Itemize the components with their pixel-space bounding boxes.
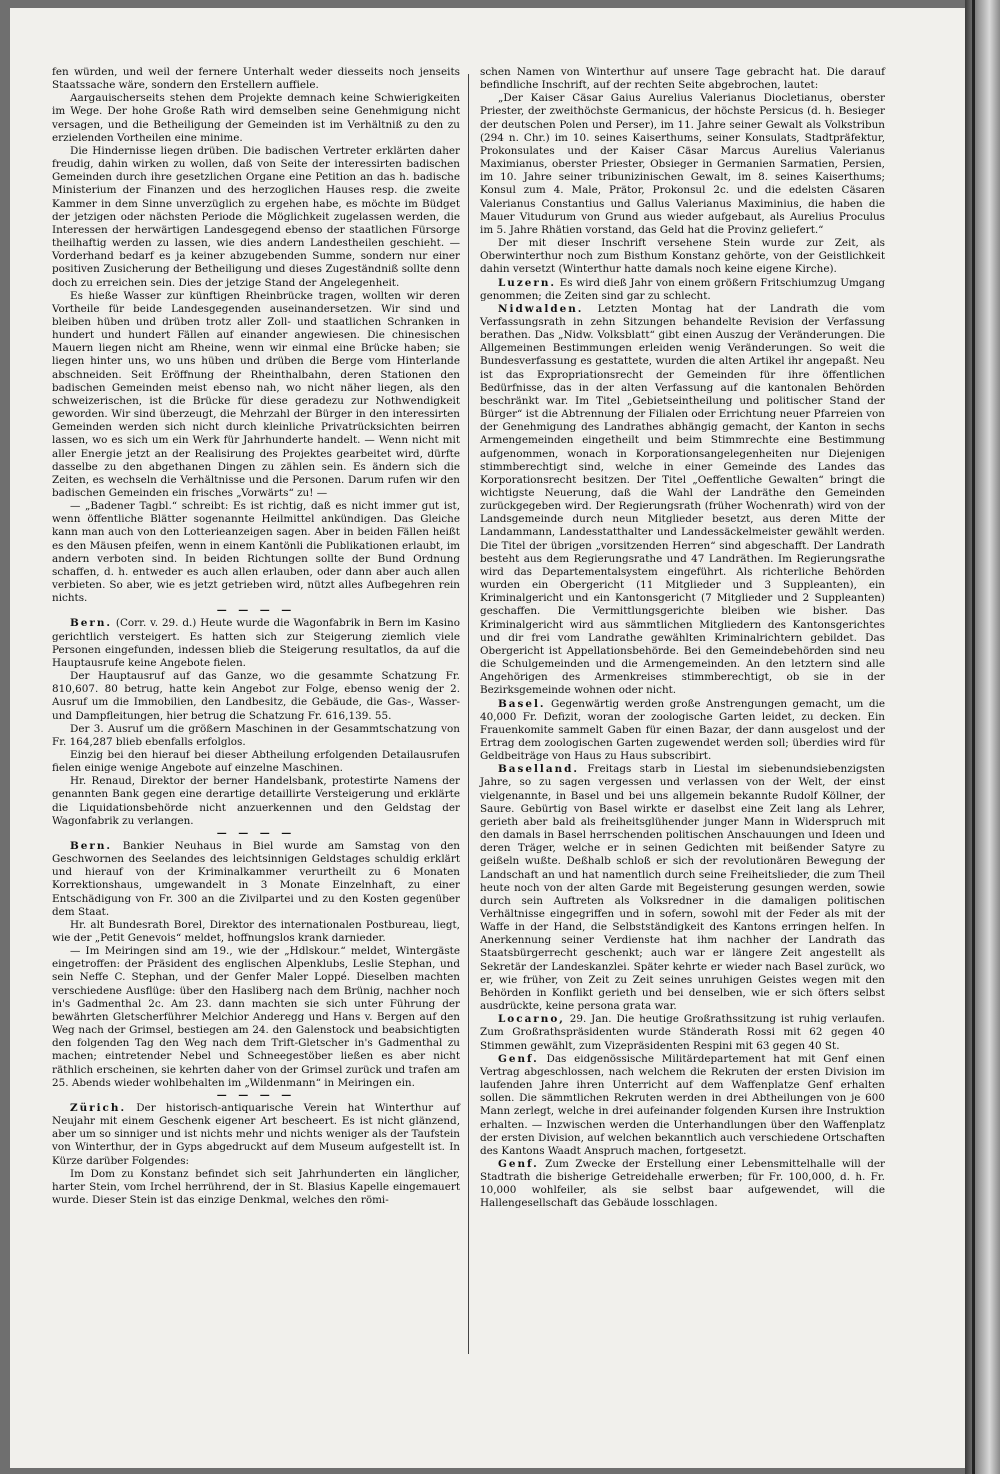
- paragraph-text: Freitags starb in Liestal im siebenundsiebenzigsten Jahre, so zu sagen vergessen und verlassen von der Welt, der einst vielgenannte, in Basel und bei uns allgemein bekannte Rudolf Köllner, der Saure. Gebürtig von Basel wirkte er daselbst eine Zeit lang als Lehrer, gerieth aber bald als freiheitsglühender junger Mann in Widerspruch mit den damals in Basel herrschenden politischen Anschauungen und Ideen und deren Träger, welche er in seinen Gedichten mit beißender Satyre zu geißeln wußte. Deßhalb schloß er sich der revolutionären Bewegung der Landschaft an und hat namentlich durch seine Freiheitslieder, die zum Theil heute noch von der alten Garde mit Begeisterung gesungen werden, sowie durch sein Auftreten als Volksredner in die damaligen politischen Verhältnisse eingegriffen und in sofern, sowohl mit der Feder als mit der Waffe in der Hand, die Selbstständigkeit des Kantons erringen helfen. In Anerkennung seiner Verdienste hat ihm nachher der Landrath das Staatsbürgerrecht geschenkt; auch war er längere Zeit angestellt als Sekretär der Landeskanzlei. Später kehrte er wieder nach Basel zurück, wo er, wie früher, von Zeit zu Zeit seines unruhigen Geistes wegen mit den Behörden in Konflikt gerieth und bei denselben, wie er sich öfters selbst ausdrückte, keine persona grata war.: [480, 763, 886, 1013]
- paragraph-text: (Corr. v. 29. d.) Heute wurde die Wagonfabrik in Bern im Kasino gerichtlich versteigert. Es hatten sich zur Steigerung ziemlich viele Personen eingefunden, indessen blieb die Steigerung resultatlos, da auf die Hauptausrufe keine Angebote fielen.: [52, 617, 461, 669]
- left-column: [52, 66, 460, 1207]
- dateline: Luzern.: [498, 276, 557, 289]
- paragraph-text: Gegenwärtig werden große Anstrengungen gemacht, um die 40,000 Fr. Defizit, woran der zoologische Garten leidet, zu decken. Ein Frauenkomite sammelt Gaben für einen Bazar, der dann ausgelost und der Ertrag dem zoologischen Garten zugewendet werden soll; überdies wird für Geldbeiträge von Haus zu Haus subscribirt.: [480, 697, 885, 763]
- paragraph-text: 29. Jan. Die heutige Großrathssitzung ist ruhig verlaufen. Zum Großrathspräsidenten wurde Ständerath Rossi mit 62 gegen 40 Stimmen gewählt, zum Vizepräsidenten Respini mit 63 gegen 40 St.: [480, 1013, 885, 1052]
- paragraph-text: — „Badener Tagbl.“ schreibt: Es ist richtig, daß es nicht immer gut ist, wenn öffentliche Blätter sogenannte Heilmittel ankündigen. Das Gleiche kann man auch von den Lotterieanzeigen sagen. Aber in beiden Fällen heißt es den Mäusen pfeifen, wenn in einem Kantönli die Publikationen erlaubt, im andern verboten sind. In beiden Richtungen sollte der Bund Ordnung schaffen, d. h. entweder es auch allen erlauben, oder dann aber auch allen verbieten. So aber, wie es jetzt getrieben wird, nützt alles Aufbegehren rein nichts.: [52, 500, 460, 605]
- paragraph-text: Zum Zwecke der Erstellung einer Lebensmittelhalle will der Stadtrath die bisherige Getreidehalle erwerben; für Fr. 100,000, d. h. Fr. 10,000 wohlfeiler, als sie selbst baar aufgewendet, will die Hallengesellschaft das Gebäude losschlagen.: [480, 1157, 885, 1210]
- article-paragraph: [52, 945, 460, 1090]
- paragraph-text: Letzten Montag hat der Landrath die vom Verfassungsrath in zehn Sitzungen behandelte Revision der Verfassung berathen. Das „Nidw. Volksblatt“ gibt einen Auszug der Veränderungen. Die Allgemeinen Bestimmungen erleiden wenig Veränderungen. So weit die Bundesverfassung es gestattete, wurden die alten Artikel ihr angepaßt. Neu ist das Expropriationsrecht der Gemeinden für ihre öffentlichen Bedürfnisse, das in der alten Verfassung auf die kantonalen Behörden beschränkt war. Im Titel „Gebietseintheilung und politischer Stand der Bürger“ ist die Abtrennung der Filialen oder Errichtung neuer Pfarreien von der Genehmigung des Landrathes abhängig gemacht, der Kanton in sechs Armengemeinden eingetheilt und beim Stimmrechte eine Bestimmung aufgenommen, wonach in Korporationsangelegenheiten nur Diejenigen stimmberechtigt sind, welche in einer Gemeinde des Landes das Korporationsrecht besitzen. Der Titel „Oeffentliche Gewalten“ bringt die wichtigste Neuerung, daß die Wahl der Landräthe den Gemeinden zurückgegeben wird. Der Regierungsrath (früher Wochenrath) wird von der Landsgemeinde durch neun Mitglieder besetzt, aus deren Mitte der Landammann, Landesstatthalter und Landessäckelmeister gewählt werden. Die Titel der übrigen „vorsitzenden Herren“ sind abgeschafft. Der Landrath besteht aus dem Regierungsrathe und 47 Landräthen. Im Regierungsrathe wird das Departementalsystem eingeführt. Als richterliche Behörden wurden ein Obergericht (11 Mitglieder und 3 Suppleanten), ein Kriminalgericht und ein Kantonsgericht (7 Mitglieder und 2 Suppleanten) geschaffen. Die Vermittlungsgerichte bleiben wie bisher. Das Kriminalgericht wird aus sämmtlichen Mitgliedern des Kantonsgerichtes und dir frei vom Landrathe gewählten Kriminalrichtern gebildet. Das Obergericht ist Appellationsbehörde. Bei den Gemeindebehörden sind neu die Schulgemeinden und die Armengemeinden. An den letztern sind alle Angehörigen des Armenkreises stimmberechtigt, ob sie in der Bezirksgemeinde wohnen oder nicht.: [480, 302, 885, 697]
- article-paragraph: [480, 237, 885, 276]
- paragraph-text: fen würden, und weil der fernere Unterhalt weder diesseits noch jenseits Staatssache wäre, sondern den Erstellern auffiele.: [52, 66, 460, 92]
- article-paragraph: [52, 92, 460, 145]
- paragraph-text: Einzig bei den hierauf bei dieser Abtheilung erfolgenden Detailausrufen fielen einige wenige Angebote auf einzelne Maschinen.: [52, 748, 460, 775]
- paragraph-text: Die Hindernisse liegen drüben. Die badischen Vertreter erklärten daher freudig, dahin wirken zu wollen, daß von Seite der interessirten badischen Gemeinden durch ihre gesetzlichen Organe eine Petition an das h. badische Ministerium der Finanzen und des herzoglichen Hauses resp. die zweite Kammer in dem Sinne unverzüglich zu ergehen habe, es möchte im Büdget der jetzigen oder nächsten Periode die Möglichkeit zugelassen werden, die Interessen der herwärtigen Landesgegend ebenso der staatlichen Fürsorge theilhaftig werden zu lassen, wie dies andern Landestheilen geschieht. — Vorderhand bedarf es ja keiner abzugebenden Summe, sondern nur einer positiven Zusicherung der Betheiligung und dieses Zugeständniß sollte denn doch zu erreichen sein. Dies der jetzige Stand der Angelegenheit.: [52, 144, 460, 289]
- article-paragraph: [480, 303, 885, 698]
- dateline: Baselland.: [498, 763, 580, 776]
- paragraph-text: Hr. Renaud, Direktor der berner Handelsbank, protestirte Namens der genannten Bank gegen eine derartige detaillirte Versteigerung und erklärte die Liquidationsbehörde nicht anzuerkennen und den Geldstag der Wagonfabrik zu verlangen.: [52, 775, 460, 827]
- article-paragraph: [52, 723, 460, 749]
- article-paragraph: [52, 145, 460, 290]
- right-column: [480, 66, 885, 1211]
- paragraph-text: Der historisch-antiquarische Verein hat Winterthur auf Neujahr mit einem Geschenk eigener Art bescheert. Es ist nicht glänzend, aber um so sinniger und ist nichts mehr und nichts weniger als der Taufstein von Winterthur, der in Gyps abgedruckt auf dem Museum aufgestellt ist. In Kürze darüber Folgendes:: [52, 1101, 460, 1167]
- paragraph-text: Im Dom zu Konstanz befindet sich seit Jahrhunderten ein länglicher, harter Stein, vom Irchel herrührend, der in St. Blasius Kapelle eingemauert wurde. Dieser Stein ist das einzige Denkmal, welches den römi-: [52, 1167, 460, 1206]
- article-paragraph: [480, 1013, 885, 1052]
- paragraph-text: schen Namen von Winterthur auf unsere Tage gebracht hat. Die darauf befindliche Inschrift, auf der rechten Seite abgebrochen, lautet:: [480, 66, 885, 92]
- article-paragraph: [52, 66, 460, 92]
- paragraph-text: Der mit dieser Inschrift versehene Stein wurde zur Zeit, als Oberwinterthur noch zum Bisthum Konstanz gehörte, von der Geistlichkeit dahin versetzt (Winterthur hatte damals noch keine eigene Kirche).: [480, 237, 885, 276]
- dateline: Basel.: [498, 697, 546, 710]
- page-edge-shadow: [965, 0, 1000, 1474]
- article-paragraph: [52, 670, 460, 723]
- section-divider: — — — —: [216, 1089, 296, 1101]
- dateline: Genf.: [498, 1052, 539, 1065]
- dateline: Bern.: [70, 839, 113, 852]
- paragraph-text: Aargauischerseits stehen dem Projekte demnach keine Schwierigkeiten im Wege. Der hohe Große Rath wird demselben seine Genehmigung nicht versagen, und die Betheiligung der Gemeinden ist im Verhältniß zu den zu erzielenden Vortheilen eine minime.: [52, 92, 460, 144]
- paragraph-text: „Der Kaiser Cäsar Gaius Aurelius Valerianus Diocletianus, oberster Priester, der zweithöchste Germanicus, der höchste Persicus (d. h. Besieger der deutschen Polen und Perser), im 11. Jahre seiner Gewalt als Volkstribun (294 n. Chr.) im 10. seines Kaiserthums, seiner Konsulats, Stadtpräfektur, Prokonsulates und der Kaiser Cäsar Marcus Aurelius Valerianus Maximianus, oberster Priester, Obsieger in Germanien Sarmatien, Persien, im 10. Jahre seiner tribunizinischen Gewalt, im 8. seines Kaiserthums; Konsul zum 4. Male, Prätor, Prokonsul 2c. und die edelsten Cäsaren Valerianus Constantius und Gallus Valerianus Maximinius, die haben die Mauer Vitudurum von Grund aus wieder aufgebaut, als Aurelius Proculus im 5. Jahre Rhätien vorstand, das Geld hat die Provinz geliefert.“: [480, 92, 885, 236]
- section-divider: — — — —: [216, 605, 296, 617]
- paragraph-text: Es wird dieß Jahr von einem größern Fritschiumzug Umgang genommen; die Zeiten sind gar zu schlecht.: [480, 276, 885, 302]
- paragraph-text: — Im Meiringen sind am 19., wie der „Hdlskour.“ meldet, Wintergäste eingetroffen: der Präsident des englischen Alpenklubs, Leslie Stephan, und sein Neffe C. Stephan, und der Genfer Maler Loppé. Dieselben machten verschiedene Ausflüge: über den Hasliberg nach dem Brünig, nachher noch in's Gadmenthal 2c. Am 23. dann machten sie sich unter Führung der bewährten Gletscherführer Melchior Anderegg und Hans v. Bergen auf den Weg nach der Grimsel, bestiegen am 24. den Galenstock und beabsichtigten den folgenden Tag den Weg nach dem Trift-Gletscher in's Gadmenthal zu machen; eintretender Nebel und Schneegestöber ließen es aber nicht räthlich erscheinen, sie kehrten daher von der Grimsel zurück und trafen am 25. Abends wieder wohlbehalten im „Wildenmann“ in Meiringen ein.: [52, 945, 460, 1089]
- dateline: Bern.: [70, 617, 113, 630]
- paragraph-text: Der Hauptausruf auf das Ganze, wo die gesammte Schatzung Fr. 810,607. 80 betrug, hatte kein Angebot zur Folge, ebenso wenig der 2. Ausruf um die Immobilien, den Landbesitz, die Gebäude, die Gas-, Wasser- und Dampfleitungen, hier betrug die Schatzung Fr. 616,139. 55.: [52, 670, 460, 722]
- article-paragraph: [52, 919, 460, 945]
- article-paragraph: [52, 290, 460, 501]
- article-paragraph: [52, 840, 460, 919]
- paragraph-text: Hr. alt Bundesrath Borel, Direktor des internationalen Postbureau, liegt, wie der „Petit Genevois“ meldet, hoffnungslos krank darnieder.: [52, 918, 460, 944]
- article-paragraph: [52, 1102, 460, 1168]
- column-rule: [468, 74, 469, 1354]
- paragraph-text: Bankier Neuhaus in Biel wurde am Samstag von den Geschwornen des Seelandes des leichtsinnigen Geldstages schuldig erklärt und hierauf von der Kriminalkammer verurtheilt zu 6 Monaten Korrektionshaus, umgewandelt in 3 Monate Einzelnhaft, zu einer Entschädigung von Fr. 300 an die Zivilpartei und zu den Kosten gegenüber dem Staat.: [52, 839, 460, 918]
- section-divider: — — — —: [216, 827, 296, 839]
- paragraph-text: Das eidgenössische Militärdepartement hat mit Genf einen Vertrag abgeschlossen, nach welchem die Rekruten der ersten Division im laufenden Jahre ihren Unterricht auf dem Waffenplatze Genf erhalten sollen. Die sämmtlichen Rekruten werden in drei Abtheilungen von je 600 Mann zerlegt, welche in drei aufeinander folgenden Kursen ihre Instruktion erhalten. — Inzwischen werden die Unterhandlungen über den Waffenplatz der ersten Division, auf welchen bekanntlich auch verschiedene Ortschaften des Kantons Waadt Anspruch machen, fortgesetzt.: [480, 1052, 885, 1157]
- binding-line: [972, 0, 975, 1474]
- paragraph-text: Der 3. Ausruf um die größern Maschinen in der Gesammtschatzung von Fr. 164,287 blieb ebenfalls erfolglos.: [52, 722, 460, 748]
- article-paragraph: [480, 763, 885, 1013]
- article-paragraph: [52, 500, 460, 605]
- article-paragraph: [480, 1053, 885, 1158]
- dateline: Genf.: [498, 1157, 539, 1170]
- article-paragraph: [480, 277, 885, 303]
- article-paragraph: [52, 775, 460, 828]
- dateline: Zürich.: [70, 1101, 127, 1114]
- dateline: Locarno,: [498, 1013, 565, 1026]
- article-paragraph: [52, 617, 460, 670]
- article-paragraph: [480, 92, 885, 237]
- article-paragraph: [480, 698, 885, 764]
- article-paragraph: [480, 1158, 885, 1211]
- article-paragraph: [52, 749, 460, 775]
- paragraph-text: Es hieße Wasser zur künftigen Rheinbrücke tragen, wollten wir deren Vortheile für beide Landesgegenden auseinandersetzen. Wir sind und bleiben hüben und drüben trotz aller Zoll- und staatlichen Schranken in hundert und hundert Fällen auf einander angewiesen. Die chinesischen Mauern liegen nicht am Rheine, wenn wir einmal eine Brücke haben; sie liegen hinter uns, wo uns hüben und drüben die Berge vom Hinterlande abschneiden. Seit Eröffnung der Rheinthalbahn, deren Stationen den badischen Gemeinden meist ebenso nah, wo nicht näher liegen, als den schweizerischen, ist die Brücke für diese geradezu zur Nothwendigkeit geworden. Wir sind überzeugt, die Mehrzahl der Bürger in den interessirten Gemeinden werden sich nicht durch kleinliche Privatrücksichten beirren lassen, wo es sich um ein Werk für Jahrhunderte handelt. — Wenn nicht mit aller Energie jetzt an der Realisirung des Projektes gearbeitet wird, dürfte dasselbe zu den abgethanen Dingen zu zählen sein. Es ändern sich die Zeiten, es wechseln die Verhältnisse und die Personen. Darum rufen wir den badischen Gemeinden ein frisches „Vorwärts“ zu! —: [52, 289, 460, 499]
- article-paragraph: [480, 66, 885, 92]
- article-paragraph: [52, 1168, 460, 1207]
- dateline: Nidwalden.: [498, 302, 584, 315]
